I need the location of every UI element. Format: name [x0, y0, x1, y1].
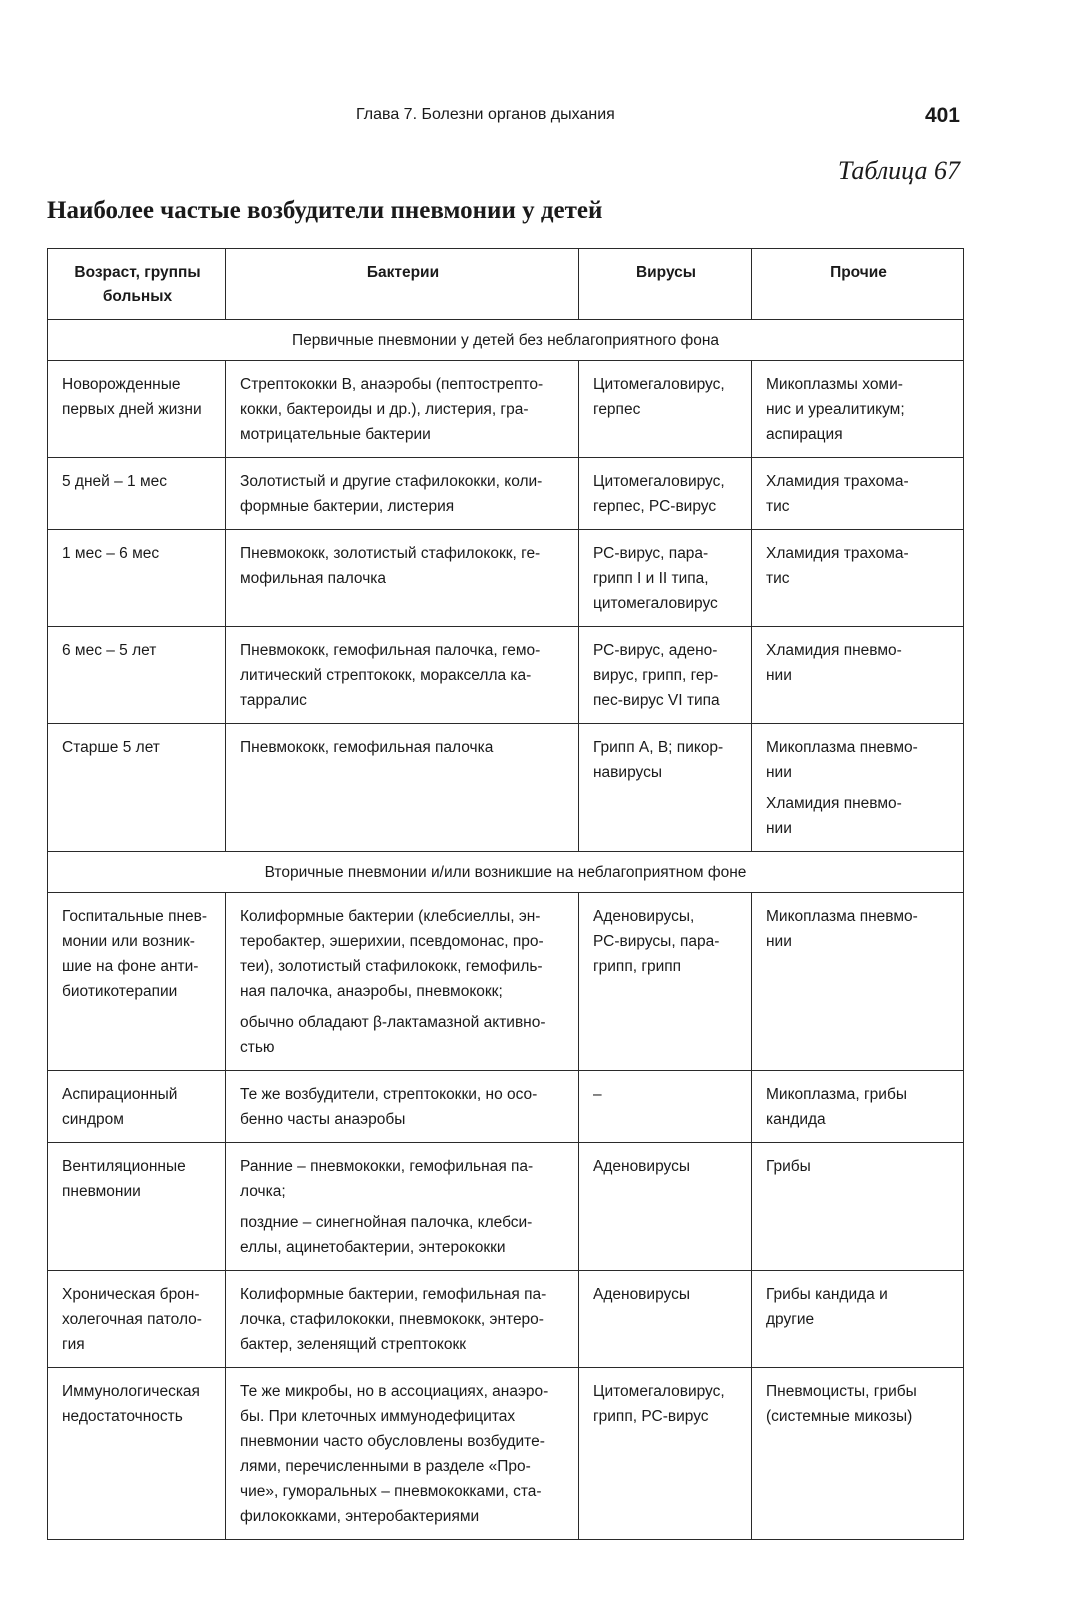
other-cell [752, 893, 964, 1071]
viruses-text: Цитомегаловирус, грипп, РС-вирус [593, 1383, 725, 1425]
col-header-age-label: Возраст, группы больных [74, 264, 201, 305]
other-text: Хламидия трахома- тис [766, 473, 909, 515]
other-cell [752, 530, 964, 627]
other-cell [752, 1271, 964, 1368]
viruses-text: Аденовирусы, РС-вирусы, пара- грипп, грипп [593, 908, 720, 975]
bacteria-text: Золотистый и другие стафилококки, коли- формные бактерии, листерия [240, 473, 543, 515]
table-row [48, 1271, 964, 1368]
table-row [48, 530, 964, 627]
age-group-cell [48, 458, 226, 530]
col-header-bacteria-label: Бактерии [366, 264, 440, 281]
col-header-other [752, 249, 964, 320]
viruses-cell [579, 627, 752, 724]
bacteria-cell [226, 1071, 579, 1143]
age-group-cell [48, 530, 226, 627]
table-body [48, 320, 964, 1540]
col-header-other-label: Прочие [830, 264, 887, 281]
viruses-cell [579, 1368, 752, 1540]
viruses-cell [579, 1071, 752, 1143]
age-group-text: Вентиляционные пневмонии [62, 1158, 186, 1200]
section-heading [48, 320, 964, 361]
bacteria-text: обычно обладают β-лактамазной активно- стью [240, 1014, 546, 1056]
age-group-text: Иммунологическая недостаточность [62, 1383, 200, 1425]
section-heading-row [48, 852, 964, 893]
viruses-cell [579, 893, 752, 1071]
viruses-cell [579, 530, 752, 627]
table-number: Таблица 67 [837, 156, 960, 185]
age-group-cell [48, 893, 226, 1071]
page-number: 401 [924, 104, 960, 127]
other-text: Хламидия пневмо- нии [766, 642, 902, 684]
bacteria-text: поздние – синегнойная палочка, клебси- еллы, ацинетобактерии, энтерококки [240, 1214, 533, 1256]
age-group-cell [48, 1143, 226, 1271]
section-heading-text: Первичные пневмонии у детей без неблагоприятного фона [291, 332, 720, 349]
other-cell [752, 1071, 964, 1143]
other-text: Хламидия пневмо- нии [766, 795, 902, 837]
bacteria-cell [226, 893, 579, 1071]
age-group-text: 5 дней – 1 мес [62, 473, 167, 490]
viruses-text: Аденовирусы [593, 1286, 690, 1303]
chapter-title: Глава 7. Болезни органов дыхания [356, 106, 615, 123]
other-cell [752, 361, 964, 458]
bacteria-cell [226, 627, 579, 724]
viruses-text: РС-вирус, адено- вирус, грипп, гер- пес-вирус VI типа [593, 642, 720, 709]
age-group-cell [48, 1368, 226, 1540]
bacteria-cell [226, 1271, 579, 1368]
other-text: Микоплазма пневмо- нии [766, 908, 918, 950]
bacteria-text: Колиформные бактерии, гемофильная па- лочка, стафилококки, пневмококк, энтеро- бактер, зеленящий стрептококк [240, 1286, 547, 1353]
section-heading-text: Вторичные пневмонии и/или возникшие на неблагоприятном фоне [264, 864, 747, 881]
bacteria-text: Ранние – пневмококки, гемофильная па- лочка; [240, 1158, 534, 1200]
viruses-cell [579, 1271, 752, 1368]
other-text: Грибы кандида и другие [766, 1286, 888, 1328]
col-header-viruses-label: Вирусы [635, 264, 697, 281]
section-heading-row [48, 320, 964, 361]
header-row [48, 249, 964, 320]
viruses-cell [579, 724, 752, 852]
viruses-text: – [593, 1086, 602, 1103]
table-row [48, 627, 964, 724]
viruses-text: Аденовирусы [593, 1158, 690, 1175]
bacteria-text: Те же возбудители, стрептококки, но осо- бенно часты анаэробы [240, 1086, 538, 1128]
other-cell [752, 1368, 964, 1540]
bacteria-cell [226, 530, 579, 627]
table-row [48, 1071, 964, 1143]
col-header-age [48, 249, 226, 320]
bacteria-cell [226, 724, 579, 852]
viruses-text: РС-вирус, пара- грипп I и II типа, цитомегаловирус [593, 545, 718, 612]
viruses-text: Цитомегаловирус, герпес [593, 376, 725, 418]
age-group-text: Старше 5 лет [62, 739, 160, 756]
col-header-bacteria [226, 249, 579, 320]
age-group-text: Аспирационный синдром [62, 1086, 178, 1128]
age-group-cell [48, 627, 226, 724]
pathogens-table [47, 248, 964, 1540]
bacteria-cell [226, 458, 579, 530]
age-group-cell [48, 361, 226, 458]
age-group-cell [48, 1071, 226, 1143]
col-header-viruses [579, 249, 752, 320]
table-row [48, 361, 964, 458]
section-heading [48, 852, 964, 893]
age-group-text: Госпитальные пнев- монии или возник- шие на фоне анти- биотикотерапии [62, 908, 208, 1000]
bacteria-text: Пневмококк, гемофильная палочка [240, 739, 494, 756]
other-text: Микоплазма, грибы кандида [766, 1086, 907, 1128]
bacteria-cell [226, 1368, 579, 1540]
age-group-text: 6 мес – 5 лет [62, 642, 157, 659]
running-head [0, 106, 1074, 130]
table-row [48, 893, 964, 1071]
table-row [48, 724, 964, 852]
table-row [48, 1143, 964, 1271]
other-cell [752, 627, 964, 724]
viruses-cell [579, 458, 752, 530]
other-text: Грибы [766, 1158, 811, 1175]
other-text: Пневмоцисты, грибы (системные микозы) [766, 1383, 917, 1425]
age-group-text: 1 мес – 6 мес [62, 545, 160, 562]
age-group-text: Хроническая брон- холегочная патоло- гия [62, 1286, 202, 1353]
table-title: Наиболее частые возбудители пневмонии у детей [47, 197, 603, 224]
viruses-cell [579, 1143, 752, 1271]
table-row [48, 458, 964, 530]
table-row [48, 1368, 964, 1540]
other-cell [752, 458, 964, 530]
bacteria-cell [226, 1143, 579, 1271]
other-text: Микоплазмы хоми- нис и уреалитикум; аспирация [766, 376, 905, 443]
other-cell [752, 1143, 964, 1271]
viruses-text: Грипп А, В; пикор- навирусы [593, 739, 724, 781]
bacteria-text: Пневмококк, гемофильная палочка, гемо- литический стрептококк, моракселла ка- тарралис [240, 642, 541, 709]
viruses-cell [579, 361, 752, 458]
age-group-cell [48, 1271, 226, 1368]
bacteria-text: Стрептококки В, анаэробы (пептострепто- кокки, бактероиды и др.), листерия, гра- мотрицательные бактерии [240, 376, 544, 443]
viruses-text: Цитомегаловирус, герпес, РС-вирус [593, 473, 725, 515]
other-cell [752, 724, 964, 852]
other-text: Микоплазма пневмо- нии [766, 739, 918, 781]
bacteria-text: Пневмококк, золотистый стафилококк, ге- мофильная палочка [240, 545, 541, 587]
age-group-cell [48, 724, 226, 852]
bacteria-cell [226, 361, 579, 458]
bacteria-text: Колиформные бактерии (клебсиеллы, эн- теробактер, эшерихии, псевдомонас, про- теи), золотистый стафилококк, гемофиль- ная палочка, анаэробы, пневмококк; [240, 908, 544, 1000]
bacteria-text: Те же микробы, но в ассоциациях, анаэро- бы. При клеточных иммунодефицитах пневмонии часто обусловлены возбудите- лями, перечисленными в разделе «Про- чие», гуморальных – пневмококками, ста- филококками, энтеробактериями [240, 1383, 549, 1525]
age-group-text: Новорожденные первых дней жизни [62, 376, 202, 418]
other-text: Хламидия трахома- тис [766, 545, 909, 587]
